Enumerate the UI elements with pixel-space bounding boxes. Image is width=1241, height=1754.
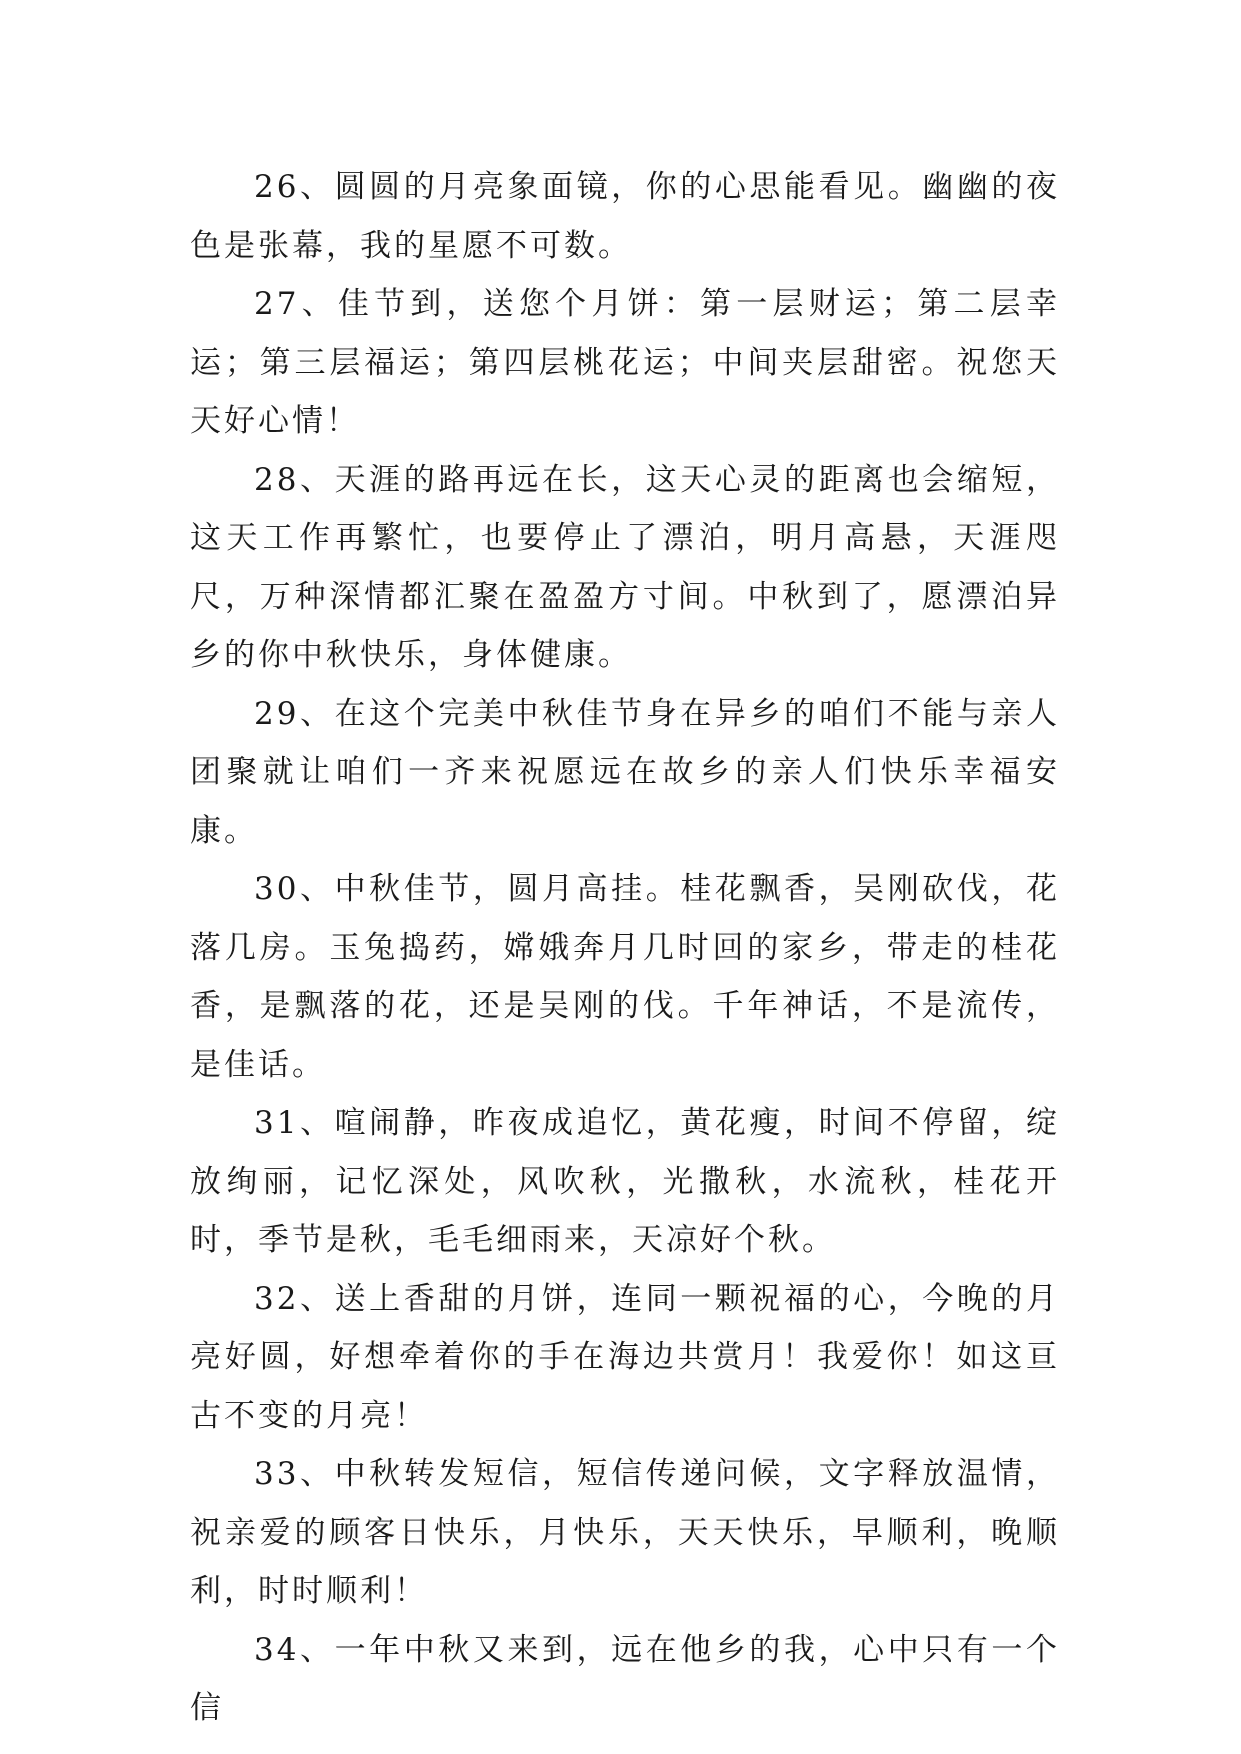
paragraph-32: 32、送上香甜的月饼，连同一颗祝福的心，今晚的月亮好圆，好想牵着你的手在海边共赏月！我爱你！如这亘古不变的月亮！ <box>190 1280 1060 1434</box>
paragraph-29: 29、在这个完美中秋佳节身在异乡的咱们不能与亲人团聚就让咱们一齐来祝愿远在故乡的亲人们快乐幸福安康。 <box>190 695 1060 849</box>
paragraph-26: 26、圆圆的月亮象面镜，你的心思能看见。幽幽的夜色是张幕，我的星愿不可数。 <box>190 169 1060 264</box>
paragraph-31: 31、喧闹静，昨夜成追忆，黄花瘦，时间不停留，绽放绚丽，记忆深处，风吹秋，光撒秋，水流秋，桂花开时，季节是秋，毛毛细雨来，天凉好个秋。 <box>190 1105 1060 1258</box>
document-body <box>190 158 1060 1738</box>
paragraph-30: 30、中秋佳节，圆月高挂。桂花飘香，吴刚砍伐，花落几房。玉兔捣药，嫦娥奔月几时回的家乡，带走的桂花香，是飘落的花，还是吴刚的伐。千年神话，不是流传，是佳话。 <box>190 871 1060 1083</box>
paragraph-27: 27、佳节到，送您个月饼：第一层财运；第二层幸运；第三层福运；第四层桃花运；中间夹层甜密。祝您天天好心情！ <box>190 286 1060 439</box>
paragraph-34: 34、一年中秋又来到，远在他乡的我，心中只有一个信 <box>190 1631 1060 1726</box>
paragraph-33: 33、中秋转发短信，短信传递问候，文字释放温情，祝亲爱的顾客日快乐，月快乐，天天快乐，早顺利，晚顺利，时时顺利！ <box>190 1456 1060 1609</box>
paragraph-28: 28、天涯的路再远在长，这天心灵的距离也会缩短，这天工作再繁忙，也要停止了漂泊，明月高悬，天涯咫尺，万种深情都汇聚在盈盈方寸间。中秋到了，愿漂泊异乡的你中秋快乐，身体健康。 <box>190 461 1060 673</box>
